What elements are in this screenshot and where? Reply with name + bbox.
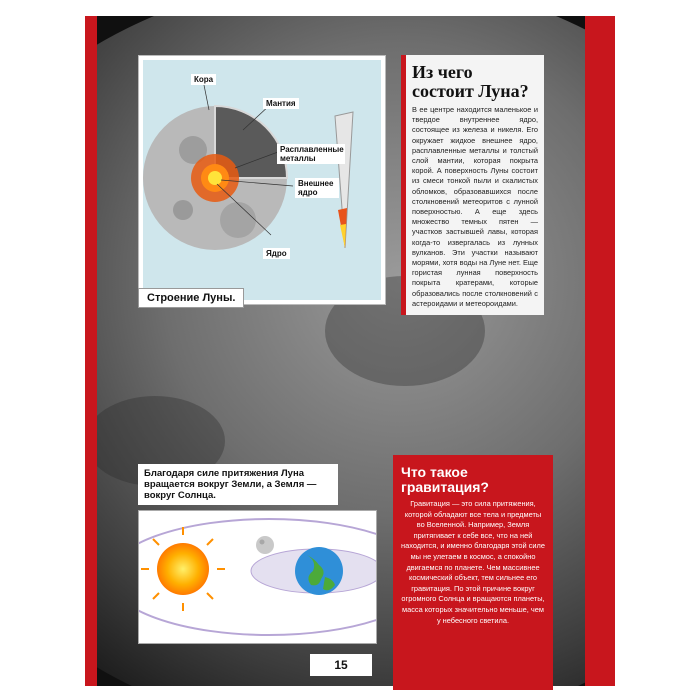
moon-structure-diagram [138,55,386,305]
diagram-caption: Строение Луны. [138,288,244,308]
orbit-svg [139,511,376,643]
page-number: 15 [310,654,372,676]
moon-composition-article [401,55,544,315]
label-outer-core: Внешнее ядро [295,178,339,198]
label-molten-metals: Расплавленные металлы [277,144,345,164]
label-mantle: Мантия [263,98,299,109]
gravity-title: Что такое гравитация? [401,464,489,495]
earth-icon [295,547,343,595]
label-crust: Кора [191,74,216,85]
article-title: Из чего состоит Луна? [412,62,529,101]
left-red-stripe [85,16,97,686]
orbit-illustration [138,510,377,644]
orbit-caption: Благодаря силе притяжения Луна вращается вокруг Земли, а Земля — вокруг Солнца. [138,464,338,505]
right-red-stripe [585,16,615,686]
inner-core [208,171,222,185]
sun-icon [141,527,225,611]
diagram-background [143,60,381,300]
article-body: В ее центре находится маленькое и твердое внутреннее ядро, состоящее из железа и никеля. Его окружает жидкое внешнее ядро, расплавленные металлы и толстый слой мантии, которая покрыта корой. А поверхность Луны состоит из смеси тонкой пыли и скалистых обломков, образовавшихся после столкновений метеоритов с лунной поверхностью. А еще здесь множество темных пятен — участков застывшей лавы, которая когда-то извергалась из лунных вулканов. Эти участки называют морями, хотя воды на Луне нет. Еще гористая лунная поверхность покрыта кратерами, которые образовались после столкновений с астероидами и метеороидами. [412,105,538,308]
moon-icon [256,536,274,554]
gravity-info-box [393,455,553,690]
label-core: Ядро [263,248,290,259]
moon-cross-section-svg [143,60,381,300]
gravity-body: Гравитация — это сила притяжения, которой обладают все тела и предметы во Вселенной. Например, Земля притягивает к себе все, что на ней находится, и именно благодаря этой силе мы не улетаем в космос, а спокойно двигаемся по планете. Чем массивнее космический объект, тем сильнее его гравитация. По этой причине вокруг огромного Солнца и вращаются планеты, масса которых значительно меньше, чем у небесного светила. [401,499,545,625]
